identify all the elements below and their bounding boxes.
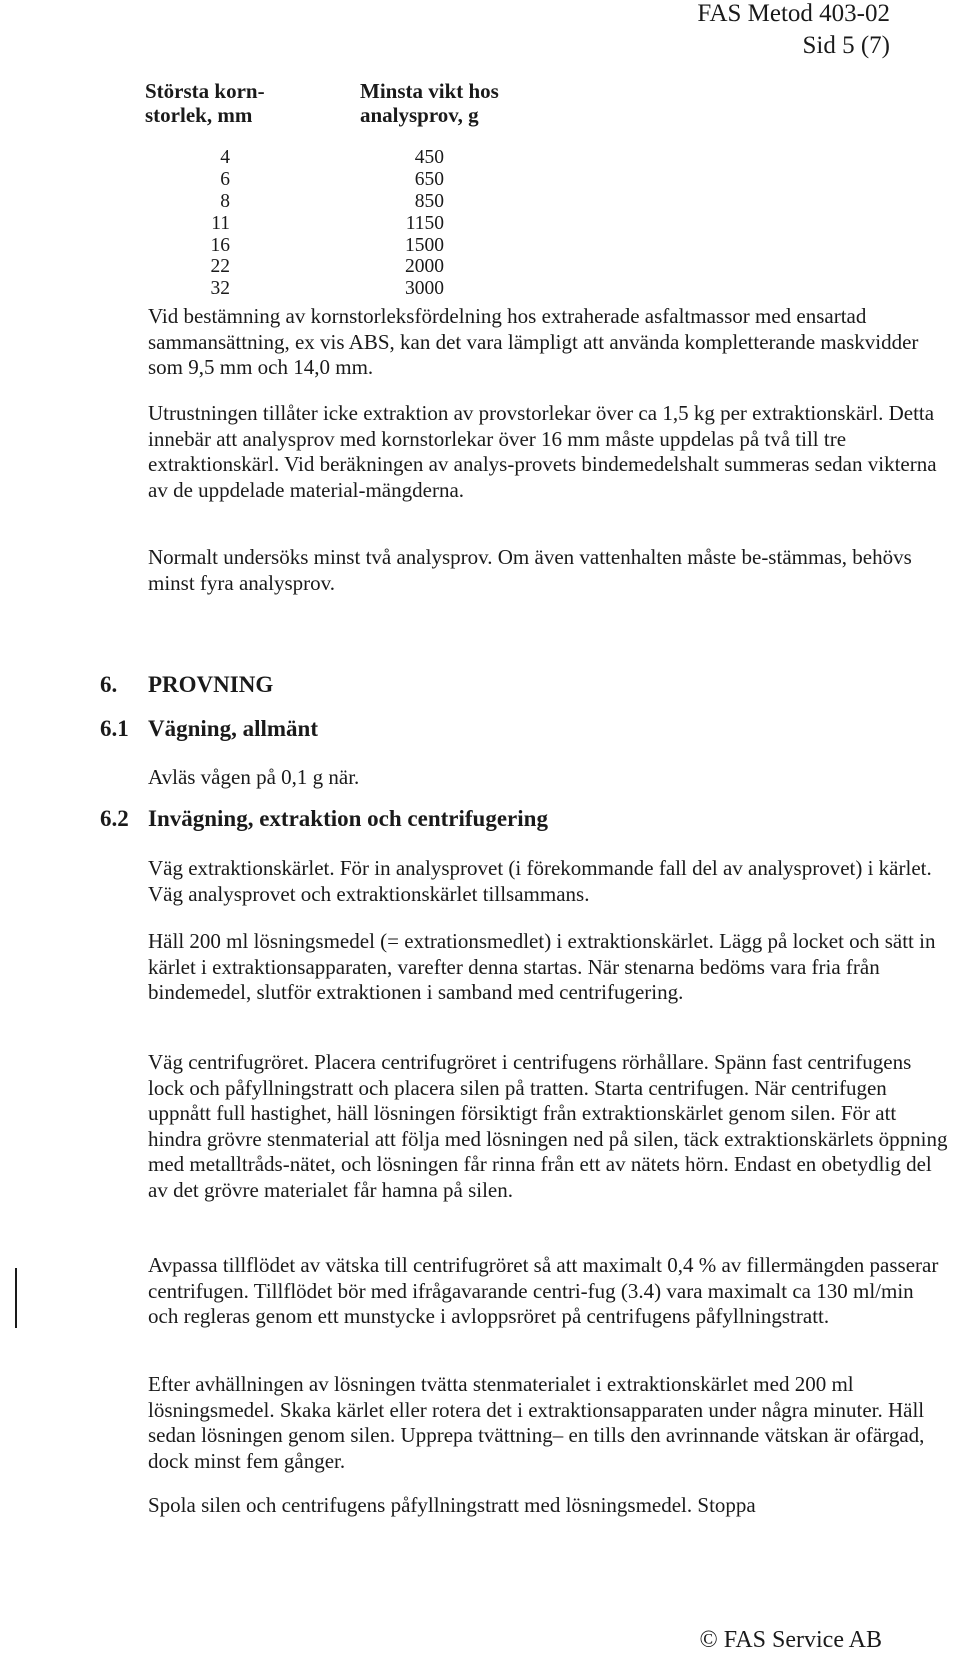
paragraph-equipment-limit: Utrustningen tillåter icke extraktion av provstorlekar över ca 1,5 kg per extraktionskärl. Detta innebär att analysprov med kornstorlekar över 16 mm måste uppdelas på två till tre extraktionskärl. Vid beräkningen av analys-provets bindemedelshalt summeras sedan vikterna av de uppdelade material-mängderna. [148, 401, 937, 502]
table-cell: 4 [220, 147, 230, 168]
section-6-number: 6. [100, 672, 118, 697]
paragraph-scale-reading: Avläs vågen på 0,1 g när. [148, 765, 360, 789]
table-cell: 8 [220, 190, 230, 212]
change-bar [15, 1268, 17, 1328]
table-cell: 16 [210, 234, 230, 256]
section-6-2-title: Invägning, extraktion och centrifugering [148, 806, 548, 831]
footer-copyright: © FAS Service AB [699, 1627, 882, 1653]
table-cell: 650 [414, 168, 444, 190]
paragraph-weigh-vessel: Väg extraktionskärlet. För in analysprovet (i förekommande fall del av analysprovet) i kärlet. Väg analysprovet och extraktionskärlet tillsammans. [148, 856, 932, 906]
section-6-1-title: Vägning, allmänt [148, 716, 318, 741]
document-id: FAS Metod 403-02 [697, 0, 890, 27]
table-cell: 11 [211, 212, 230, 234]
paragraph-grain-size-note: Vid bestämning av kornstorleksfördelning hos extraherade asfaltmassor med ensartad sammansättning, ex vis ABS, kan det vara lämpligt att använda kompletterande maskvidder som 9,5 mm och 14,0 mm. [148, 304, 919, 379]
paragraph-washing: Efter avhällningen av lösningen tvätta stenmaterialet i extraktionskärlet med 200 ml lösningsmedel. Skaka kärlet eller rotera det i extraktionsapparaten under några minuter. Häll sedan lösningen genom silen. Upprepa tvättning– en tills den avrinnande vätskan är ofärgad, dock minst fem gånger. [148, 1372, 925, 1473]
table-cell: 2000 [405, 256, 444, 278]
paragraph-centrifuge: Väg centrifugröret. Placera centrifugröret i centrifugens rörhållare. Spänn fast centrifugens lock och påfyllningstratt och placera silen på tratten. Starta centrifugen. När centrifugen uppnått full hastighet, häll lösningen försiktigt från extraktionskärlet genom silen. För att hindra grövre stenmaterial att följa med lösningen ned på silen, täck extraktionskärlets öppning med metalltråds-nätet, och lösningen får rinna från ett av nätets hörn. Endast en obetydlig del av det grövre materialet får hamna på silen. [148, 1050, 948, 1202]
paragraph-add-solvent: Häll 200 ml lösningsmedel (= extrationsmedlet) i extraktionskärlet. Lägg på locket och sätt in kärlet i extraktionsapparaten, varefter denna startas. När stenarna bedöms vara fria från bindemedel, slutför extraktionen i samband med centrifugering. [148, 929, 936, 1004]
paragraph-sample-count: Normalt undersöks minst två analysprov. Om även vattenhalten måste be-stämmas, behövs minst fyra analysprov. [148, 545, 912, 595]
table-cell: 450 [414, 147, 444, 168]
table-header-grain-size: Största korn- storlek, mm [145, 79, 265, 127]
paragraph-rinse: Spola silen och centrifugens påfyllningstratt med lösningsmedel. Stoppa [148, 1493, 756, 1517]
table-cell: 1150 [405, 212, 444, 234]
table-header-min-weight: Minsta vikt hos analysprov, g [360, 79, 499, 127]
table-cell: 32 [210, 278, 230, 300]
section-6-title: PROVNING [148, 672, 274, 697]
table-cell: 850 [414, 190, 444, 212]
table-cell: 22 [210, 256, 230, 278]
table-cell: 6 [220, 168, 230, 190]
table-cell: 3000 [405, 278, 444, 300]
table-cell: 1500 [405, 234, 444, 256]
section-6-1-number: 6.1 [100, 716, 129, 741]
section-6-2-number: 6.2 [100, 806, 129, 831]
table-column-min-weight [360, 147, 444, 300]
paragraph-flow-control: Avpassa tillflödet av vätska till centrifugröret så att maximalt 0,4 % av fillermängden passerar centrifugen. Tillflödet bör med ifrågavarande centri-fug (3.4) vara maximalt ca 130 ml/min och regleras genom ett munstycke i avloppsröret på centrifugens påfyllningstratt. [148, 1253, 939, 1328]
page-number: Sid 5 (7) [802, 32, 890, 59]
table-column-grain-size [190, 147, 230, 300]
